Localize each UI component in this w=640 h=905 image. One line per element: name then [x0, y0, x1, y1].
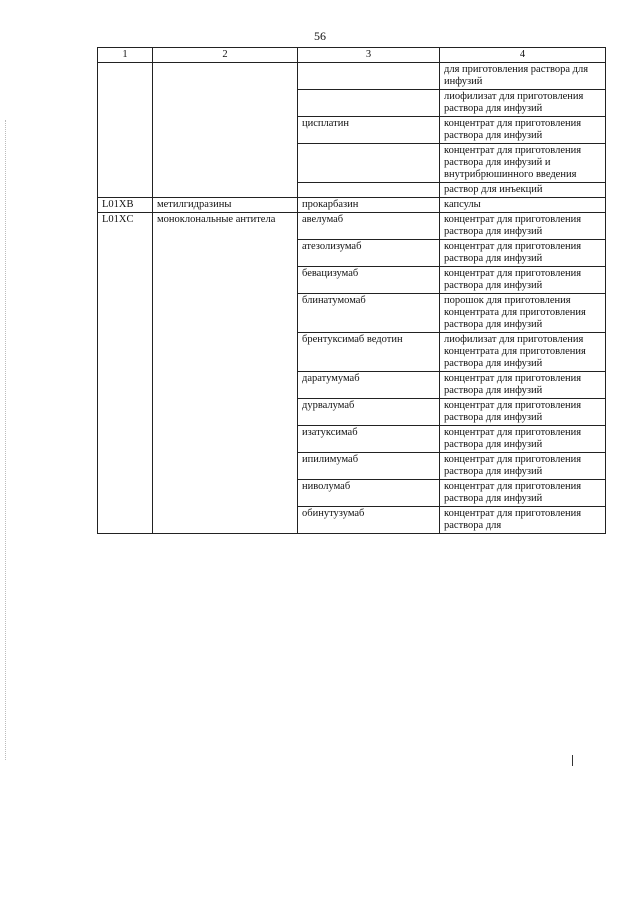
table-row [98, 372, 606, 399]
atc-code-cell [98, 183, 153, 198]
drug-name-cell: бевацизумаб [298, 267, 440, 294]
group-name-cell [153, 267, 298, 294]
drug-name-cell: даратумумаб [298, 372, 440, 399]
group-name-cell: моноклональные антитела [153, 213, 298, 240]
group-name-cell [153, 144, 298, 183]
group-name-cell [153, 90, 298, 117]
table-row [98, 213, 606, 240]
atc-code-cell [98, 117, 153, 144]
drug-name-cell: изатуксимаб [298, 426, 440, 453]
group-name-cell [153, 63, 298, 90]
drug-name-cell: дурвалумаб [298, 399, 440, 426]
group-name-cell [153, 240, 298, 267]
table-row [98, 267, 606, 294]
dosage-form-cell: порошок для приготовления концентрата для приготовления раствора для инфузий [440, 294, 606, 333]
table-row [98, 144, 606, 183]
group-name-cell [153, 399, 298, 426]
atc-code-cell [98, 372, 153, 399]
table-row [98, 294, 606, 333]
drug-name-cell: прокарбазин [298, 198, 440, 213]
dosage-form-cell: концентрат для приготовления раствора для инфузий [440, 213, 606, 240]
drug-table [97, 47, 606, 534]
table-row [98, 507, 606, 534]
dosage-form-cell: лиофилизат для приготовления раствора для инфузий [440, 90, 606, 117]
atc-code-cell [98, 240, 153, 267]
table-body [98, 63, 606, 534]
dosage-form-cell: концентрат для приготовления раствора для инфузий [440, 426, 606, 453]
table-row [98, 426, 606, 453]
header-row [98, 48, 606, 63]
drug-name-cell [298, 90, 440, 117]
atc-code-cell [98, 480, 153, 507]
margin-mark [572, 755, 573, 766]
dosage-form-cell: концентрат для приготовления раствора для инфузий [440, 117, 606, 144]
atc-code-cell [98, 267, 153, 294]
drug-name-cell: атезолизумаб [298, 240, 440, 267]
dosage-form-cell: лиофилизат для приготовления концентрата для приготовления раствора для инфузий [440, 333, 606, 372]
atc-code-cell: L01XB [98, 198, 153, 213]
drug-name-cell: авелумаб [298, 213, 440, 240]
atc-code-cell [98, 144, 153, 183]
drug-name-cell: обинутузумаб [298, 507, 440, 534]
dosage-form-cell: раствор для инъекций [440, 183, 606, 198]
scan-edge-mark [5, 120, 6, 760]
dosage-form-cell: концентрат для приготовления раствора для инфузий [440, 372, 606, 399]
drug-name-cell [298, 183, 440, 198]
group-name-cell [153, 183, 298, 198]
atc-code-cell [98, 90, 153, 117]
group-name-cell [153, 294, 298, 333]
dosage-form-cell: концентрат для приготовления раствора для [440, 507, 606, 534]
drug-name-cell: брентуксимаб ведотин [298, 333, 440, 372]
group-name-cell [153, 372, 298, 399]
group-name-cell: метилгидразины [153, 198, 298, 213]
dosage-form-cell: концентрат для приготовления раствора для инфузий [440, 480, 606, 507]
atc-code-cell [98, 333, 153, 372]
drug-name-cell: ипилимумаб [298, 453, 440, 480]
dosage-form-cell: концентрат для приготовления раствора для инфузий [440, 240, 606, 267]
table-row [98, 399, 606, 426]
dosage-form-cell: концентрат для приготовления раствора для инфузий [440, 399, 606, 426]
table-row [98, 63, 606, 90]
dosage-form-cell: капсулы [440, 198, 606, 213]
atc-code-cell [98, 507, 153, 534]
group-name-cell [153, 333, 298, 372]
drug-name-cell: цисплатин [298, 117, 440, 144]
dosage-form-cell: концентрат для приготовления раствора для инфузий [440, 267, 606, 294]
drug-name-cell [298, 63, 440, 90]
atc-code-cell [98, 294, 153, 333]
drug-name-cell [298, 144, 440, 183]
dosage-form-cell: концентрат для приготовления раствора для инфузий и внутрибрюшинного введения [440, 144, 606, 183]
atc-code-cell [98, 399, 153, 426]
table-row [98, 240, 606, 267]
atc-code-cell: L01XC [98, 213, 153, 240]
table-row [98, 480, 606, 507]
table-row [98, 453, 606, 480]
column-header-4: 4 [440, 48, 606, 63]
table-row [98, 333, 606, 372]
group-name-cell [153, 426, 298, 453]
page-number: 56 [314, 29, 326, 43]
drug-name-cell: блинатумомаб [298, 294, 440, 333]
column-header-1: 1 [98, 48, 153, 63]
column-header-2: 2 [153, 48, 298, 63]
dosage-form-cell: для приготовления раствора для инфузий [440, 63, 606, 90]
column-header-3: 3 [298, 48, 440, 63]
table-row [98, 198, 606, 213]
atc-code-cell [98, 426, 153, 453]
dosage-form-cell: концентрат для приготовления раствора для инфузий [440, 453, 606, 480]
table-row [98, 90, 606, 117]
group-name-cell [153, 480, 298, 507]
table-row [98, 183, 606, 198]
atc-code-cell [98, 63, 153, 90]
atc-code-cell [98, 453, 153, 480]
group-name-cell [153, 117, 298, 144]
drug-name-cell: ниволумаб [298, 480, 440, 507]
group-name-cell [153, 507, 298, 534]
group-name-cell [153, 453, 298, 480]
table-row [98, 117, 606, 144]
